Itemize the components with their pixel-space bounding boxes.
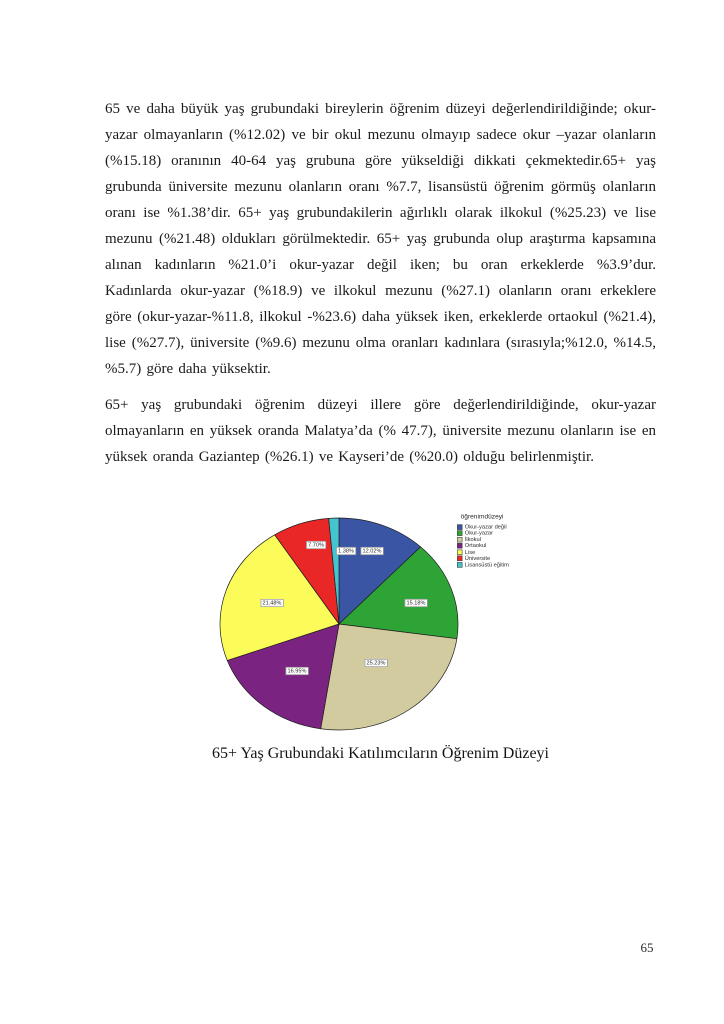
legend-item-label: Okur-yazar	[464, 529, 493, 537]
legend-item-label: Üniversite	[464, 555, 491, 562]
pie-slice-label-0: 12.02%	[362, 547, 382, 554]
legend-item-6	[457, 562, 509, 568]
legend-title: öğrenimdüzeyi	[460, 513, 504, 521]
pie-slice-label-3: 16.95%	[287, 667, 307, 674]
legend-swatch-icon	[457, 524, 462, 529]
pie-slice-label-6: 1.38%	[338, 547, 354, 554]
figure-caption: 65+ Yaş Grubundaki Katılımcıların Öğrenim Düzeyi	[212, 745, 549, 762]
legend-swatch-icon	[457, 537, 462, 542]
body-text	[105, 96, 656, 480]
pie-chart-figure	[210, 505, 560, 750]
legend-swatch-icon	[457, 556, 462, 561]
legend-item-label: Lise	[464, 548, 476, 556]
pie-slice-label-2: 25.23%	[366, 659, 386, 666]
legend-swatch-icon	[457, 549, 462, 554]
pie-slice-label-4: 21.48%	[262, 599, 282, 606]
legend-item-label: Okur-yazar değil	[464, 523, 507, 531]
page-number: 65	[640, 940, 654, 955]
legend-swatch-icon	[457, 543, 462, 548]
legend-swatch-icon	[457, 531, 462, 536]
paragraph-1: 65 ve daha büyük yaş grubundaki bireylerin öğrenim düzeyi değerlendirildiğinde; okur-yazar olmayanların (%12.02) ve bir okul mezunu olmayıp sadece okur –yazar olanların (%15.18) oranının 40-64 yaş grubuna göre yükseldiği dikkati çekmektedir.65+ yaş grubunda üniversite mezunu olanların oranı %7.7, lisansüstü öğrenim görmüş olanların oranı ise %1.38’dir. 65+ yaş grubundakilerin ağırlıklı olarak ilkokul (%25.23) ve lise mezunu (%21.48) oldukları görülmektedir. 65+ yaş grubunda olup araştırma kapsamına alınan kadınların %21.0’i okur-yazar değil iken; bu oran erkeklerde %3.9’dur. Kadınlarda okur-yazar (%18.9) ve ilkokul mezunu (%27.1) olanların oranı erkeklere göre (okur-yazar-%11.8, ilkokul -%23.6) daha yüksek iken, erkeklerde ortaokul (%21.4), lise (%27.7), üniversite (%9.6) mezunu olma oranları kadınlara (sırasıyla;%12.0, %14.5, %5.7) göre daha yüksektir.	[105, 101, 656, 377]
legend-item-label: İlkokul	[464, 536, 481, 543]
legend-item-label: Ortaokul	[464, 542, 487, 550]
pie-slice-2	[321, 624, 457, 730]
paragraph-2: 65+ yaş grubundaki öğrenim düzeyi illere göre değerlendirildiğinde, okur-yazar olmayanların en yüksek oranda Malatya’da (% 47.7), üniversite mezunu olanların ise en yüksek oranda Gaziantep (%26.1) ve Kayseri’de (%20.0) olduğu belirlenmiştir.	[105, 397, 656, 465]
legend-swatch-icon	[457, 562, 462, 567]
legend-item-label: Lisansüstü eğitim	[464, 561, 509, 569]
pie-slice-label-5: 7.70%	[308, 541, 324, 548]
legend-items	[457, 524, 509, 568]
pie-slice-label-1: 15.18%	[406, 599, 426, 606]
chart-legend	[457, 513, 509, 568]
